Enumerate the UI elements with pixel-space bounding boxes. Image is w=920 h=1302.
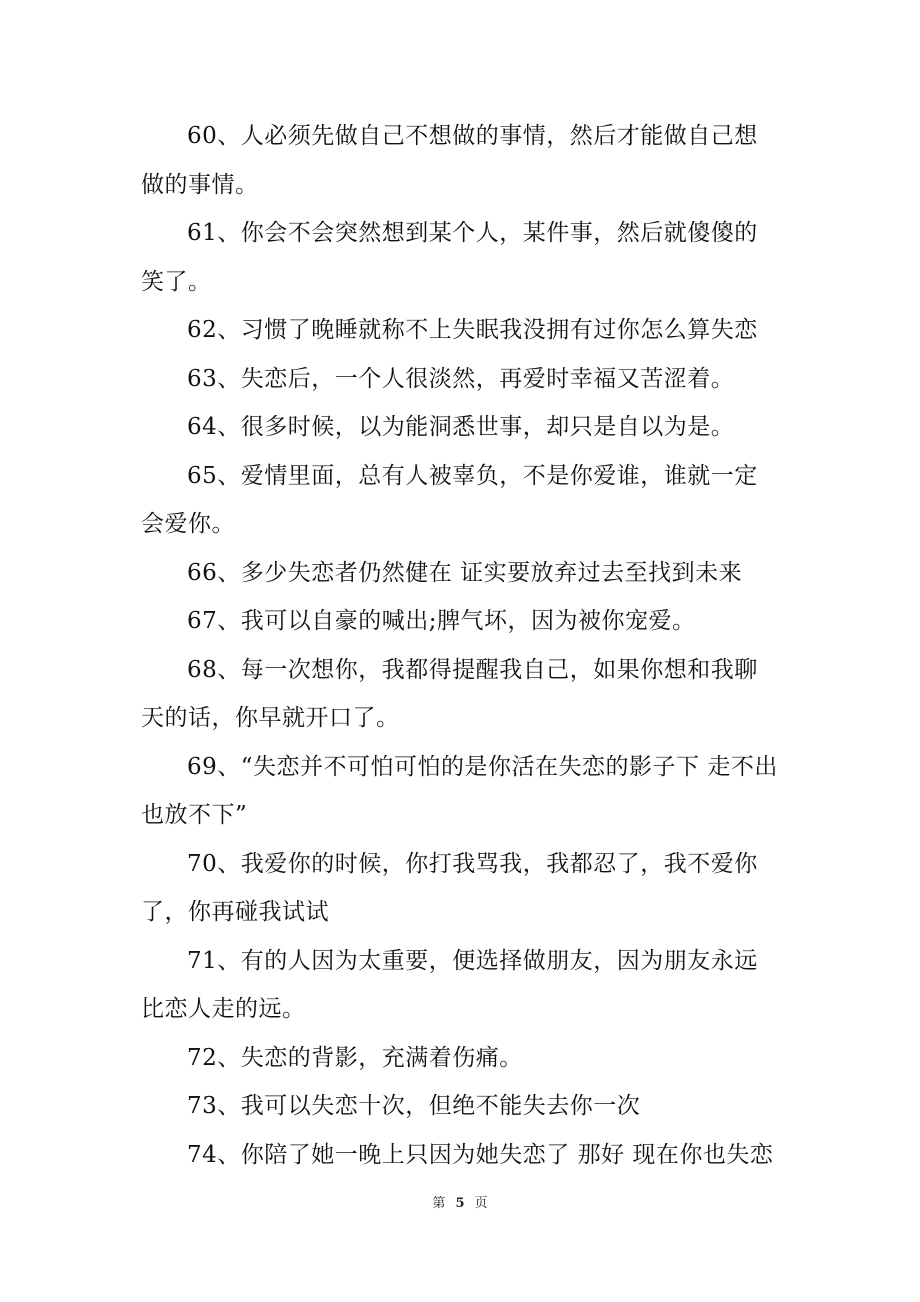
list-item: 65、爱情里面，总有人被辜负，不是你爱谁，谁就一定会爱你。	[141, 462, 758, 537]
list-item: 71、有的人因为太重要，便选择做朋友，因为朋友永远比恋人走的远。	[141, 947, 758, 1022]
list-item: 72、失恋的背影，充满着伤痛。	[187, 1044, 523, 1071]
list-item: 73、我可以失恋十次，但绝不能失去你一次	[187, 1093, 641, 1119]
list-item: 69、“失恋并不可怕可怕的是你活在失恋的影子下 走不出也放不下”	[141, 753, 778, 828]
list-item: 60、人必须先做自己不想做的事情，然后才能做自己想做的事情。	[141, 123, 758, 198]
page-number-prefix: 第	[432, 1196, 446, 1211]
page-number: 5	[455, 1196, 465, 1211]
list-item: 70、我爱你的时候，你打我骂我，我都忍了，我不爱你了，你再碰我试试	[141, 850, 758, 925]
page-number-suffix: 页	[474, 1196, 488, 1211]
list-item: 62、习惯了晚睡就称不上失眠我没拥有过你怎么算失恋	[187, 317, 758, 343]
document-body	[141, 112, 781, 1179]
list-item: 64、很多时候，以为能洞悉世事，却只是自以为是。	[187, 414, 735, 440]
page-footer	[0, 1192, 920, 1211]
list-item: 63、失恋后，一个人很淡然，再爱时幸福又苦涩着。	[187, 365, 735, 392]
list-item: 61、你会不会突然想到某个人，某件事，然后就傻傻的笑了。	[141, 220, 758, 295]
list-item: 66、多少失恋者仍然健在 证实要放弃过去至找到未来	[187, 559, 743, 586]
list-item: 74、你陪了她一晚上只因为她失恋了 那好 现在你也失恋	[187, 1141, 774, 1168]
list-item: 67、我可以自豪的喊出;脾气坏，因为被你宠爱。	[187, 608, 696, 634]
list-item: 68、每一次想你，我都得提醒我自己，如果你想和我聊天的话，你早就开口了。	[141, 656, 758, 731]
